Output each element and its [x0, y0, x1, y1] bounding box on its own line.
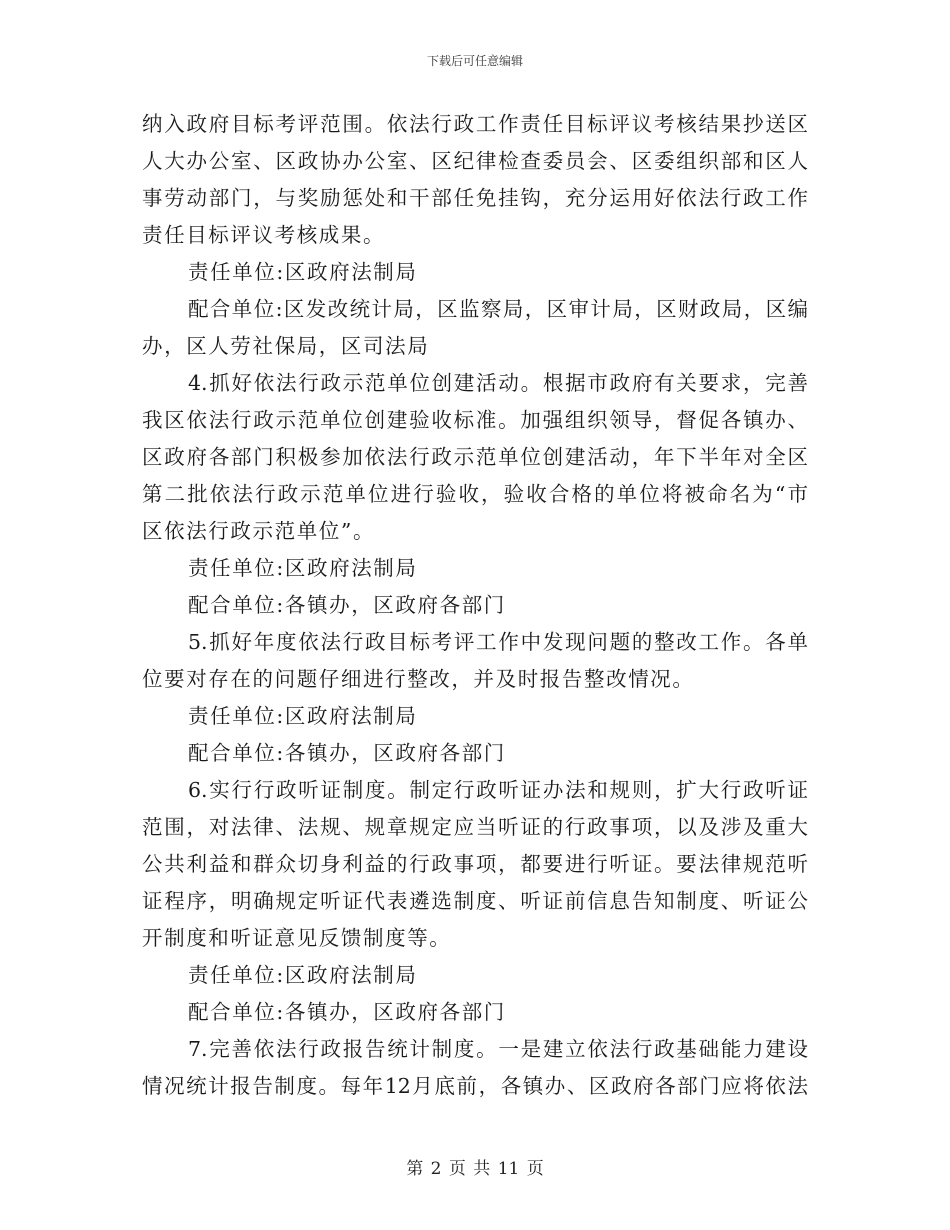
responsible-unit-line: 责任单位:区政府法制局: [188, 963, 418, 987]
body-line: 纳入政府目标考评范围。依法行政工作责任目标评议考核结果抄送区: [142, 112, 808, 136]
body-line: 区依法行政示范单位”。: [142, 519, 376, 543]
item-heading-line: 4.抓好依法行政示范单位创建活动。根据市政府有关要求，完善: [188, 371, 808, 395]
cooperating-unit-line: 配合单位:各镇办，区政府各部门: [188, 1000, 506, 1024]
cooperating-unit-line: 配合单位:各镇办，区政府各部门: [188, 741, 506, 765]
body-line: 人大办公室、区政协办公室、区纪律检查委员会、区委组织部和区人: [142, 149, 808, 173]
page-header-note: 下载后可任意编辑: [426, 54, 523, 68]
responsible-unit-line: 责任单位:区政府法制局: [188, 556, 418, 580]
item-heading-line: 6.实行行政听证制度。制定行政听证办法和规则，扩大行政听证: [188, 778, 808, 802]
document-body: [142, 106, 808, 1105]
cooperating-unit-line: 配合单位:区发改统计局，区监察局，区审计局，区财政局，区编: [188, 297, 808, 321]
body-line: 范围，对法律、法规、规章规定应当听证的行政事项，以及涉及重大: [142, 815, 808, 839]
body-line: 公共利益和群众切身利益的行政事项，都要进行听证。要法律规范听: [142, 852, 808, 876]
body-line: 事劳动部门，与奖励惩处和干部任免挂钩，充分运用好依法行政工作: [142, 186, 808, 210]
body-line: 证程序，明确规定听证代表遴选制度、听证前信息告知制度、听证公: [142, 889, 808, 913]
body-line: 位要对存在的问题仔细进行整改，并及时报告整改情况。: [142, 667, 695, 691]
cooperating-unit-line: 配合单位:各镇办，区政府各部门: [188, 593, 506, 617]
item-heading-line: 5.抓好年度依法行政目标考评工作中发现问题的整改工作。各单: [188, 630, 808, 654]
responsible-unit-line: 责任单位:区政府法制局: [188, 704, 418, 728]
responsible-unit-line: 责任单位:区政府法制局: [188, 260, 418, 284]
body-line: 区政府各部门积极参加依法行政示范单位创建活动，年下半年对全区: [142, 445, 808, 469]
page-number-footer: 第 2 页 共 11 页: [406, 1159, 544, 1179]
body-line: 责任目标评议考核成果。: [142, 223, 386, 247]
body-line: 第二批依法行政示范单位进行验收，验收合格的单位将被命名为“市: [142, 482, 808, 506]
body-line: 办，区人劳社保局，区司法局: [142, 334, 430, 358]
body-line: 我区依法行政示范单位创建验收标准。加强组织领导，督促各镇办、: [142, 408, 808, 432]
body-line: 情况统计报告制度。每年12月底前，各镇办、区政府各部门应将依法: [142, 1074, 808, 1098]
body-line: 开制度和听证意见反馈制度等。: [142, 926, 452, 950]
item-heading-line: 7.完善依法行政报告统计制度。一是建立依法行政基础能力建设: [188, 1037, 808, 1061]
